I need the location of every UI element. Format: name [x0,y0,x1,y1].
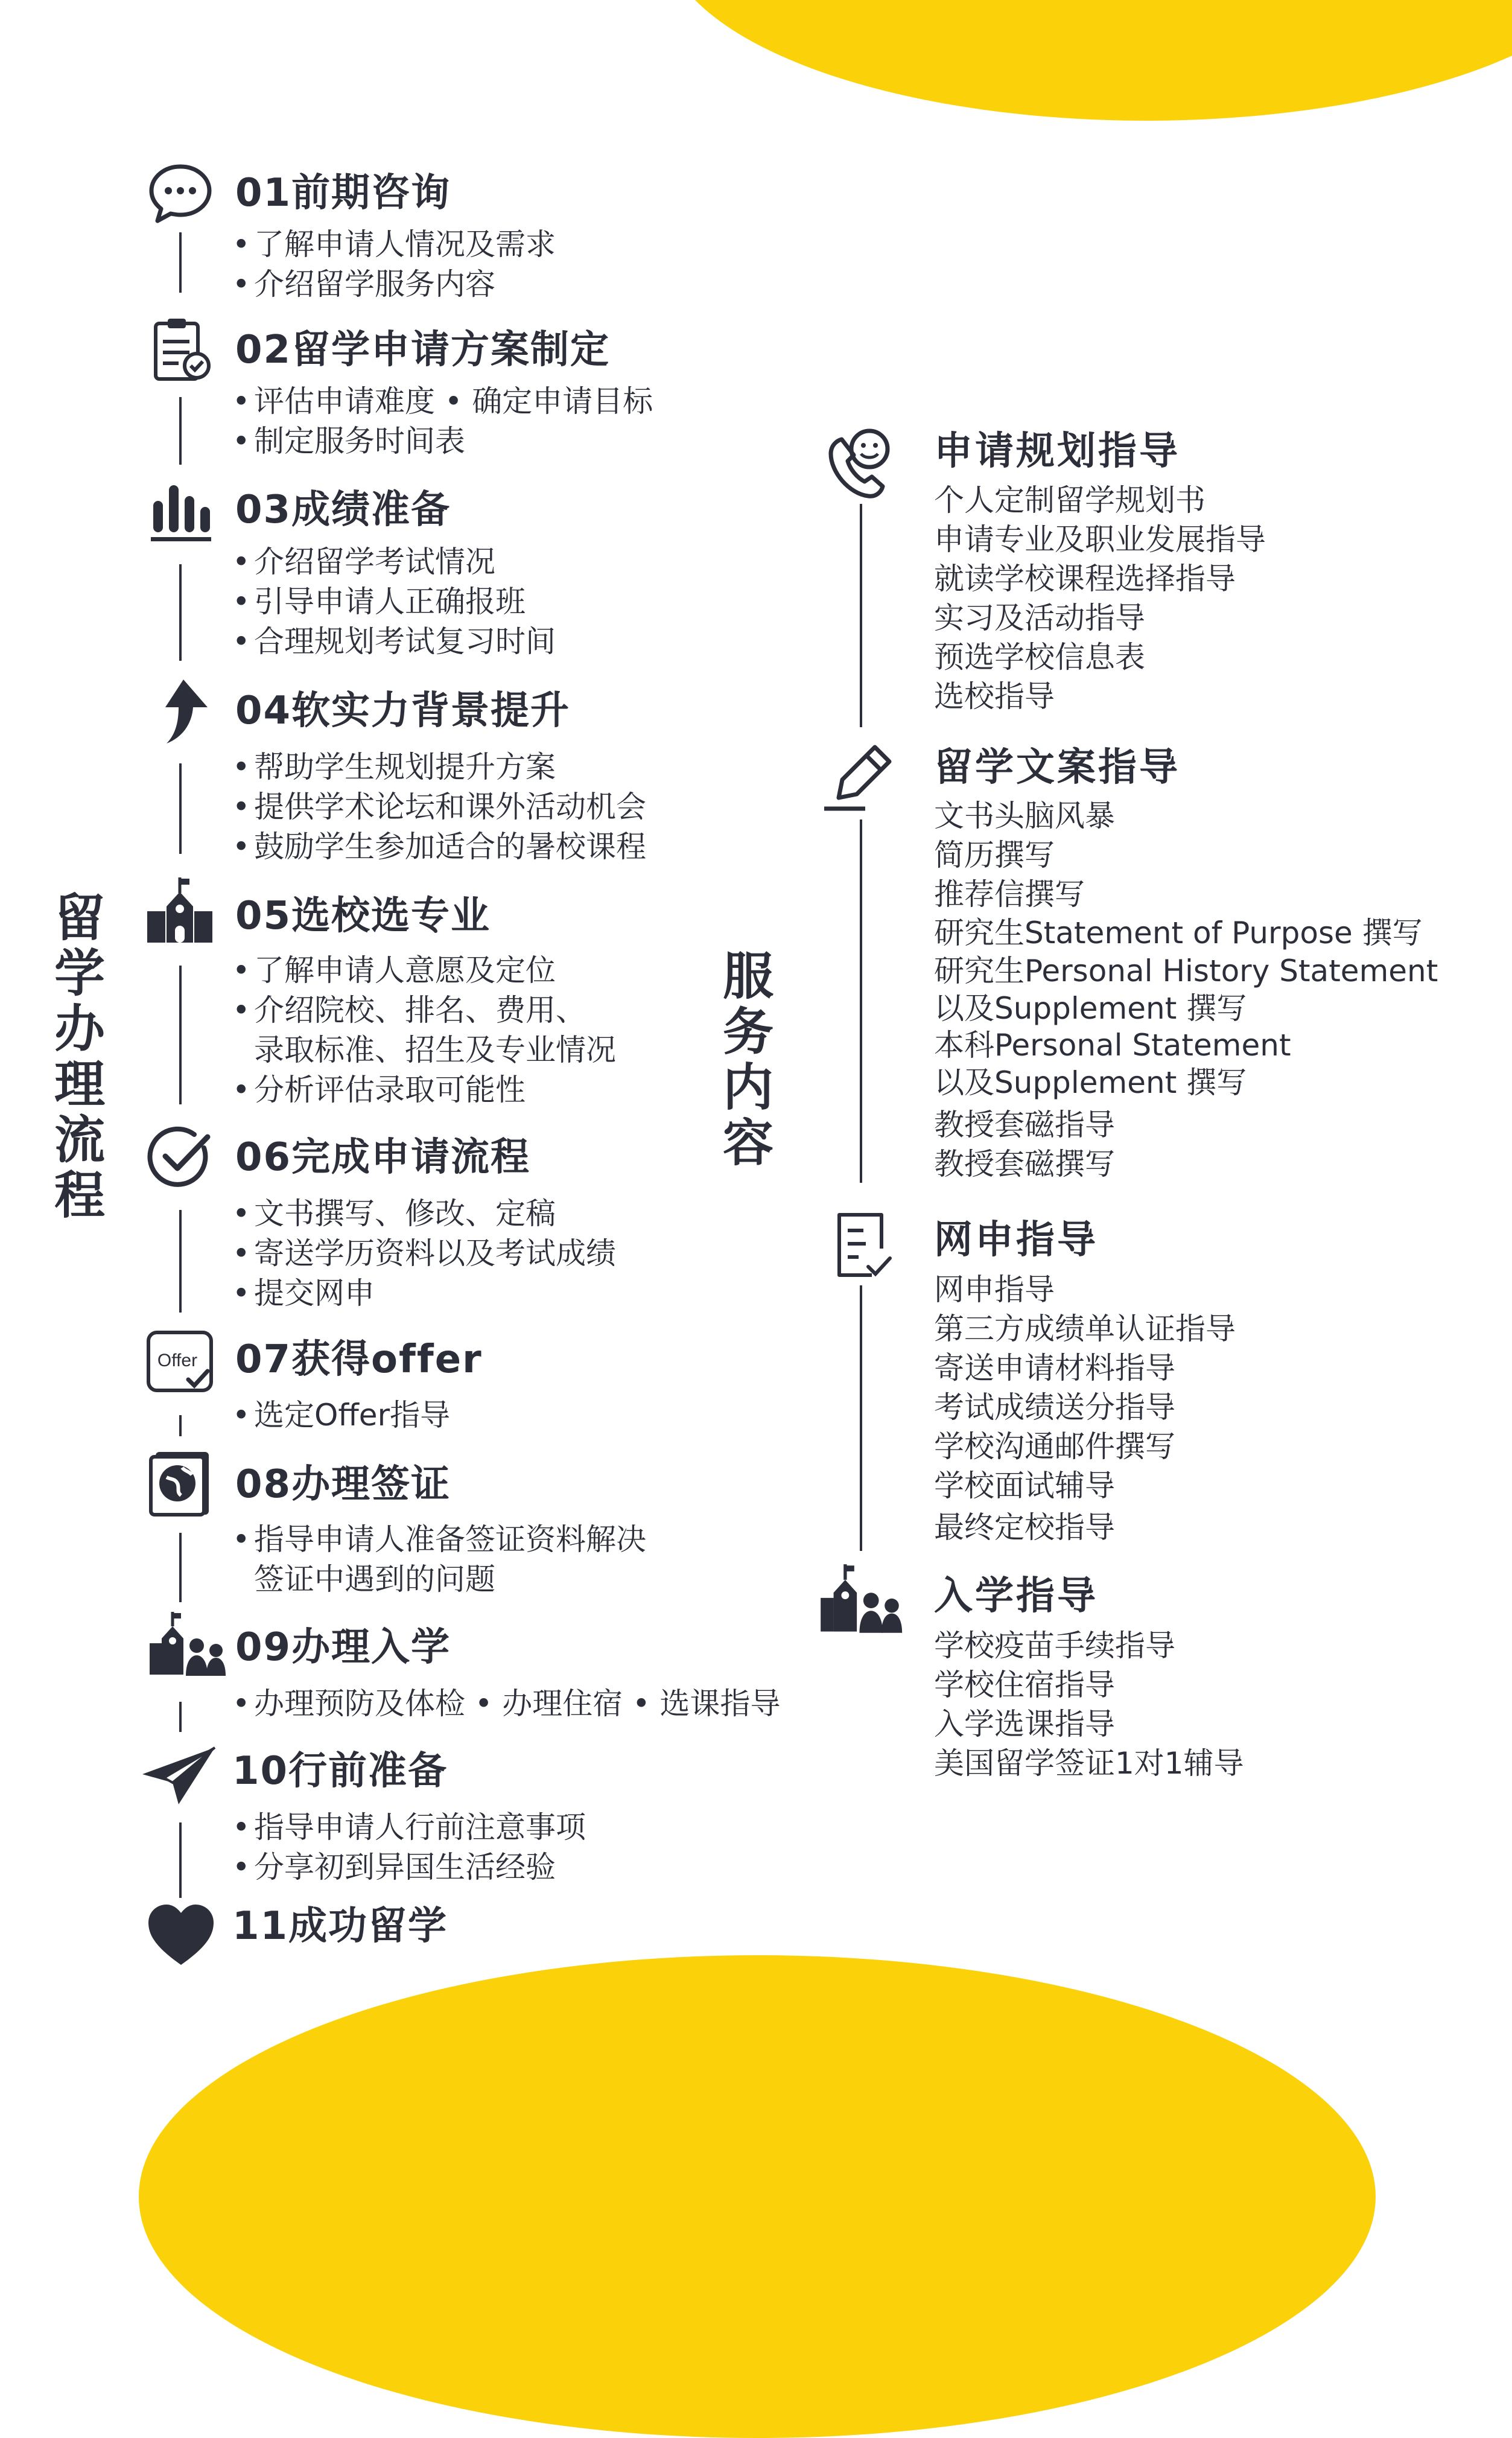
timeline-line [179,1533,182,1602]
offer-icon-label: Offer [157,1351,198,1370]
list-item: 选校指导 [934,679,1055,714]
list-item: • 文书撰写、修改、定稿 [232,1194,616,1233]
list-item: 学校面试辅导 [934,1468,1115,1503]
list-item: 教授套磁撰写 [934,1147,1115,1182]
timeline-line [179,1702,182,1732]
services-column [722,0,1512,2117]
services-line [860,504,862,727]
list-item: 学校住宿指导 [934,1667,1115,1702]
list-item: 预选学校信息表 [934,640,1145,675]
step-title: 02留学申请方案制定 [235,328,611,372]
list-item: 申请专业及职业发展指导 [934,522,1266,557]
step-title: 11成功留学 [232,1904,448,1949]
step-title: 06完成申请流程 [235,1135,531,1180]
list-item: • 合理规划考试复习时间 [232,622,556,661]
up-arrow-icon [145,676,217,748]
bar-chart-icon [145,477,217,549]
services-line [860,820,862,1183]
process-heading: 留学办理流程 [54,888,105,1225]
list-item: • 指导申请人行前注意事项 [232,1807,586,1847]
list-item: • 制定服务时间表 [232,421,653,461]
service-title: 入学指导 [934,1574,1098,1618]
list-item: • 选定Offer指导 [232,1395,450,1435]
list-item: 就读学校课程选择指导 [934,561,1236,596]
list-item: • 了解申请人情况及需求 [232,224,556,264]
step-title: 08办理签证 [235,1462,451,1507]
list-item: 个人定制留学规划书 [934,483,1205,518]
list-item: 以及Supplement 撰写 [934,991,1247,1026]
list-item: • 介绍院校、排名、费用、 [232,990,616,1030]
timeline-line [179,1415,182,1436]
step-items [232,1395,450,1435]
list-item: 美国留学签证1对1辅导 [934,1746,1244,1781]
list-item: 签证中遇到的问题 [254,1562,495,1597]
list-item: 网申指导 [934,1272,1055,1307]
list-item: • 分析评估录取可能性 [232,1070,616,1110]
pencil-icon [821,737,899,816]
timeline-line [179,1822,182,1898]
list-item: 最终定校指导 [934,1510,1115,1545]
step-title: 05选校选专业 [235,894,491,938]
list-item: 教授套磁指导 [934,1107,1115,1142]
step-items [232,1684,781,1723]
list-item: 录取标准、招生及专业情况 [254,1033,616,1068]
step-title: 04软实力背景提升 [235,689,571,733]
step-items [232,1520,646,1599]
service-title: 申请规划指导 [934,429,1180,474]
list-item: 简历撰写 [934,838,1055,873]
list-item: 本科Personal Statement [934,1028,1291,1063]
timeline-line [179,966,182,1104]
service-title: 留学文案指导 [934,745,1180,790]
school-people-icon [148,1608,233,1681]
step-items [232,224,556,304]
step-title: 09办理入学 [235,1625,451,1670]
list-item: • 鼓励学生参加适合的暑校课程 [232,827,646,867]
services-line [860,1285,862,1551]
timeline-line [179,763,182,854]
list-item: • 办理预防及体检 • 办理住宿 • 选课指导 [232,1684,781,1723]
service-items [934,481,1266,716]
process-column [0,0,833,2117]
offer-card-icon [145,1326,217,1399]
step-items [232,381,653,461]
phone-smile-icon [818,422,896,501]
clipboard-check-icon [145,314,217,386]
list-item: 入学选课指导 [934,1707,1115,1742]
list-item: • 帮助学生规划提升方案 [232,747,646,787]
service-items [934,1626,1244,1783]
list-item: 学校沟通邮件撰写 [934,1429,1175,1464]
timeline-line [179,1210,182,1313]
list-item: • 了解申请人意愿及定位 [232,950,616,990]
list-item: 寄送申请材料指导 [934,1351,1175,1386]
step-items [232,1194,616,1313]
timeline-line [179,397,182,465]
list-item: 以及Supplement 撰写 [934,1065,1247,1100]
list-item: 学校疫苗手续指导 [934,1628,1175,1663]
timeline-line [179,564,182,661]
services-heading: 服务内容 [722,947,773,1173]
step-items [232,747,646,867]
list-item: 研究生Statement of Purpose 撰写 [934,915,1423,950]
step-title: 03成绩准备 [235,488,451,532]
step-items [232,1807,586,1887]
paper-plane-icon [140,1738,218,1810]
list-item: 第三方成绩单认证指导 [934,1311,1236,1346]
list-item: 文书头脑风暴 [934,798,1115,833]
list-item: 研究生Personal History Statement [934,953,1438,988]
list-item: • 寄送学历资料以及考试成绩 [232,1233,616,1273]
step-items [232,542,556,661]
step-title: 10行前准备 [232,1749,448,1793]
step-title: 07获得offer [235,1337,483,1382]
school-people-icon [819,1560,910,1638]
step-title: 01前期咨询 [235,171,451,215]
service-items [934,797,1438,1184]
timeline-line [179,232,182,293]
list-item: 实习及活动指导 [934,600,1145,635]
school-building-icon [144,875,216,947]
list-item: • 提供学术论坛和课外活动机会 [232,787,646,827]
list-item: • 指导申请人准备签证资料解决 [232,1520,646,1559]
list-item: • 介绍留学服务内容 [232,264,556,304]
list-item: 推荐信撰写 [934,877,1085,912]
list-item: • 分享初到异国生活经验 [232,1847,586,1887]
check-circle-icon [144,1121,216,1194]
list-item: • 介绍留学考试情况 [232,542,556,582]
list-item: • 引导申请人正确报班 [232,582,556,622]
list-item: 考试成绩送分指导 [934,1390,1175,1425]
heart-icon [145,1900,217,1972]
document-check-icon [830,1210,896,1282]
service-title: 网申指导 [934,1218,1098,1262]
passport-globe-icon [145,1447,217,1520]
service-items [934,1270,1236,1547]
list-item: • 提交网申 [232,1273,616,1313]
list-item: • 评估申请难度 • 确定申请目标 [232,381,653,421]
chat-bubble-icon [144,158,217,231]
step-items [232,950,616,1110]
